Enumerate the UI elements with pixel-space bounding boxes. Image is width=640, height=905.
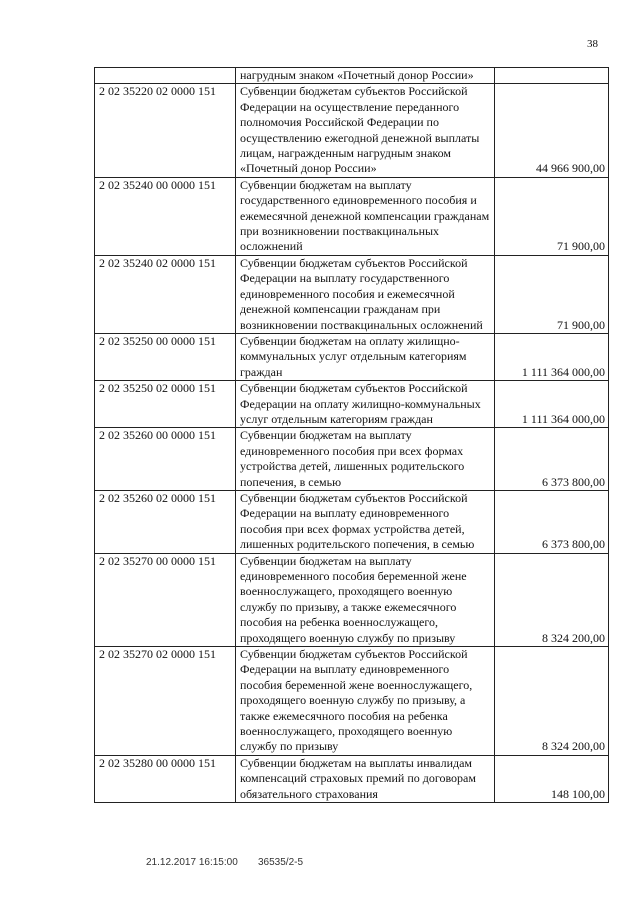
table-row xyxy=(95,381,609,428)
table-row xyxy=(95,490,609,553)
table-row xyxy=(95,255,609,333)
table-row xyxy=(95,755,609,802)
footer-timestamp: 21.12.2017 16:15:00 xyxy=(146,857,238,868)
budget-code: 2 02 35260 02 0000 151 xyxy=(95,490,236,553)
budget-description: Субвенции бюджетам субъектов Российской Федерации на оплату жилищно-коммунальных услуг отдельным категориям граждан xyxy=(236,381,495,428)
budget-code xyxy=(95,68,236,84)
budget-description: Субвенции бюджетам на выплату государственного единовременного пособия и ежемесячной денежной компенсации гражданам при возникновении поствакцинальных осложнений xyxy=(236,177,495,255)
table-row xyxy=(95,553,609,646)
budget-amount: 1 111 364 000,00 xyxy=(495,333,609,380)
table-row xyxy=(95,647,609,756)
budget-code: 2 02 35220 02 0000 151 xyxy=(95,84,236,177)
budget-code: 2 02 35260 00 0000 151 xyxy=(95,428,236,491)
budget-description: Субвенции бюджетам субъектов Российской Федерации на выплату единовременного пособия при всех формах устройства детей, лишенных родительского попечения, в семью xyxy=(236,490,495,553)
budget-code: 2 02 35280 00 0000 151 xyxy=(95,755,236,802)
budget-amount: 1 111 364 000,00 xyxy=(495,381,609,428)
budget-description: Субвенции бюджетам субъектов Российской Федерации на выплату единовременного пособия беременной жене военнослужащего, проходящего военную службу по призыву, а также ежемесячного пособия на ребенка военнослужащего, проходящего военную службу по призыву xyxy=(236,647,495,756)
budget-description: Субвенции бюджетам на оплату жилищно-коммунальных услуг отдельным категориям граждан xyxy=(236,333,495,380)
budget-amount: 8 324 200,00 xyxy=(495,553,609,646)
table-row xyxy=(95,84,609,177)
table-row xyxy=(95,177,609,255)
table-row xyxy=(95,333,609,380)
budget-description: Субвенции бюджетам на выплаты инвалидам компенсаций страховых премий по договорам обязательного страхования xyxy=(236,755,495,802)
budget-amount: 8 324 200,00 xyxy=(495,647,609,756)
budget-amount xyxy=(495,68,609,84)
budget-code: 2 02 35240 02 0000 151 xyxy=(95,255,236,333)
budget-code: 2 02 35250 02 0000 151 xyxy=(95,381,236,428)
budget-description: Субвенции бюджетам на выплату единовременного пособия беременной жене военнослужащего, проходящего военную службу по призыву, а также ежемесячного пособия на ребенка военнослужащего, проходящего военную службу по призыву xyxy=(236,553,495,646)
budget-amount: 6 373 800,00 xyxy=(495,490,609,553)
budget-description: Субвенции бюджетам на выплату единовременного пособия при всех формах устройства детей, лишенных родительского попечения, в семью xyxy=(236,428,495,491)
budget-description: нагрудным знаком «Почетный донор России» xyxy=(236,68,495,84)
budget-amount: 6 373 800,00 xyxy=(495,428,609,491)
page-number: 38 xyxy=(587,38,598,50)
budget-amount: 44 966 900,00 xyxy=(495,84,609,177)
budget-amount: 71 900,00 xyxy=(495,255,609,333)
budget-code: 2 02 35250 00 0000 151 xyxy=(95,333,236,380)
budget-code: 2 02 35270 02 0000 151 xyxy=(95,647,236,756)
budget-table xyxy=(94,67,609,803)
table-row xyxy=(95,428,609,491)
budget-code: 2 02 35240 00 0000 151 xyxy=(95,177,236,255)
budget-amount: 148 100,00 xyxy=(495,755,609,802)
budget-amount: 71 900,00 xyxy=(495,177,609,255)
budget-code: 2 02 35270 00 0000 151 xyxy=(95,553,236,646)
footer-document-ref: 36535/2-5 xyxy=(258,857,304,868)
budget-description: Субвенции бюджетам субъектов Российской Федерации на осуществление переданного полномочия Российской Федерации по осуществлению ежегодной денежной выплаты лицам, награжденным нагрудным знаком «Почетный донор России» xyxy=(236,84,495,177)
table-row xyxy=(95,68,609,84)
budget-description: Субвенции бюджетам субъектов Российской Федерации на выплату государственного единовременного пособия и ежемесячной денежной компенсации гражданам при возникновении поствакцинальных осложнений xyxy=(236,255,495,333)
